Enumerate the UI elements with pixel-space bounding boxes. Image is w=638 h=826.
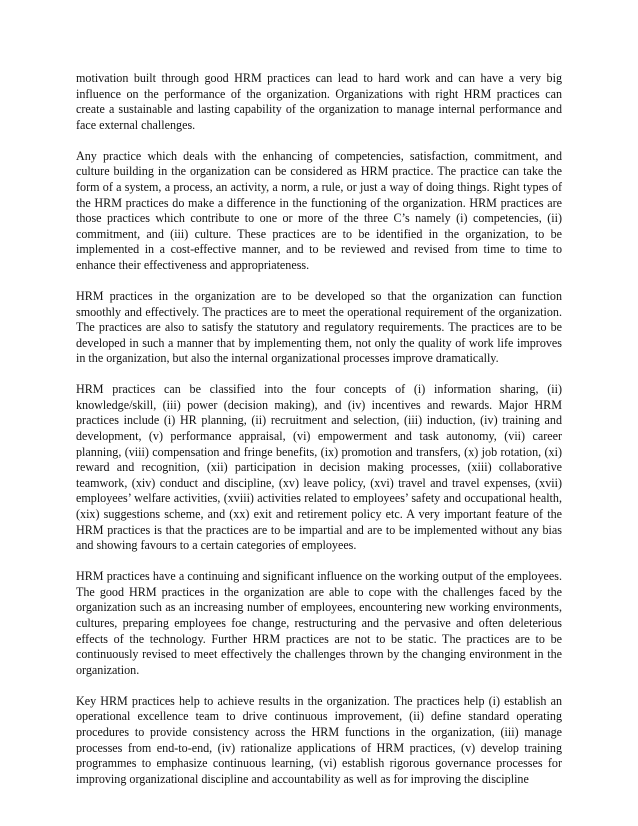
paragraph-5: HRM practices have a continuing and significant influence on the working output of the employees. The good HRM practices in the organization are able to cope with the challenges faced by the organization such as an increasing number of employees, encountering new working environments, cultures, preparing employees foe change, restructuring and the pervasive and often deleterious effects of the technology. Further HRM practices are not to be static. The practices are to be continuously revised to meet effectively the challenges thrown by the changing environment in the organization.	[76, 569, 562, 677]
paragraph-4: HRM practices can be classified into the four concepts of (i) information sharing, (ii) knowledge/skill, (iii) power (decision making), and (iv) incentives and rewards. Major HRM practices include (i) HR planning, (ii) recruitment and selection, (iii) induction, (iv) training and development, (v) performance appraisal, (vi) empowerment and task autonomy, (vii) career planning, (viii) compensation and fringe benefits, (ix) promotion and transfers, (x) job rotation, (xi) reward and recognition, (xii) participation in decision making processes, (xiii) collaborative teamwork, (xiv) conduct and discipline, (xv) leave policy, (xvi) travel and travel expenses, (xvii) employees’ welfare activities, (xviii) activities related to employees’ safety and occupational health, (xix) suggestions scheme, and (xx) exit and retirement policy etc. A very important feature of the HRM practices is that the practices are to be impartial and are to be implemented without any bias and showing favours to a certain categories of employees.	[76, 382, 562, 553]
paragraph-6: Key HRM practices help to achieve results in the organization. The practices help (i) establish an operational excellence team to drive continuous improvement, (ii) define standard operating procedures to provide consistency across the HRM functions in the organization, (iii) manage processes from end-to-end, (iv) rationalize applications of HRM practices, (v) develop training programmes to emphasize continuous learning, (vi) establish rigorous governance processes for improving organizational discipline and accountability as well as for improving the discipline	[76, 693, 562, 786]
paragraph-1: motivation built through good HRM practices can lead to hard work and can have a very big influence on the performance of the organization. Organizations with right HRM practices can create a sustainable and lasting capability of the organization to manage internal performance and face external challenges.	[76, 71, 562, 132]
document-page	[76, 71, 562, 803]
paragraph-3: HRM practices in the organization are to be developed so that the organization can function smoothly and effectively. The practices are to meet the operational requirement of the organization. The practices are also to satisfy the statutory and regulatory requirements. The practices are to be developed in such a manner that by implementing them, not only the quality of work life improves in the organization, but also the internal organizational processes improve dramatically.	[76, 288, 562, 366]
paragraph-2: Any practice which deals with the enhancing of competencies, satisfaction, commitment, and culture building in the organization can be considered as HRM practice. The practice can take the form of a system, a process, an activity, a norm, a rule, or just a way of doing things. Right types of the HRM practices do make a difference in the functioning of the organization. HRM practices are those practices which contribute to one or more of the three C’s namely (i) competencies, (ii) commitment, and (iii) culture. These practices are to be identified in the organization, to be implemented in a cost-effective manner, and to be reviewed and revised from time to time to enhance their effectiveness and appropriateness.	[76, 148, 562, 272]
